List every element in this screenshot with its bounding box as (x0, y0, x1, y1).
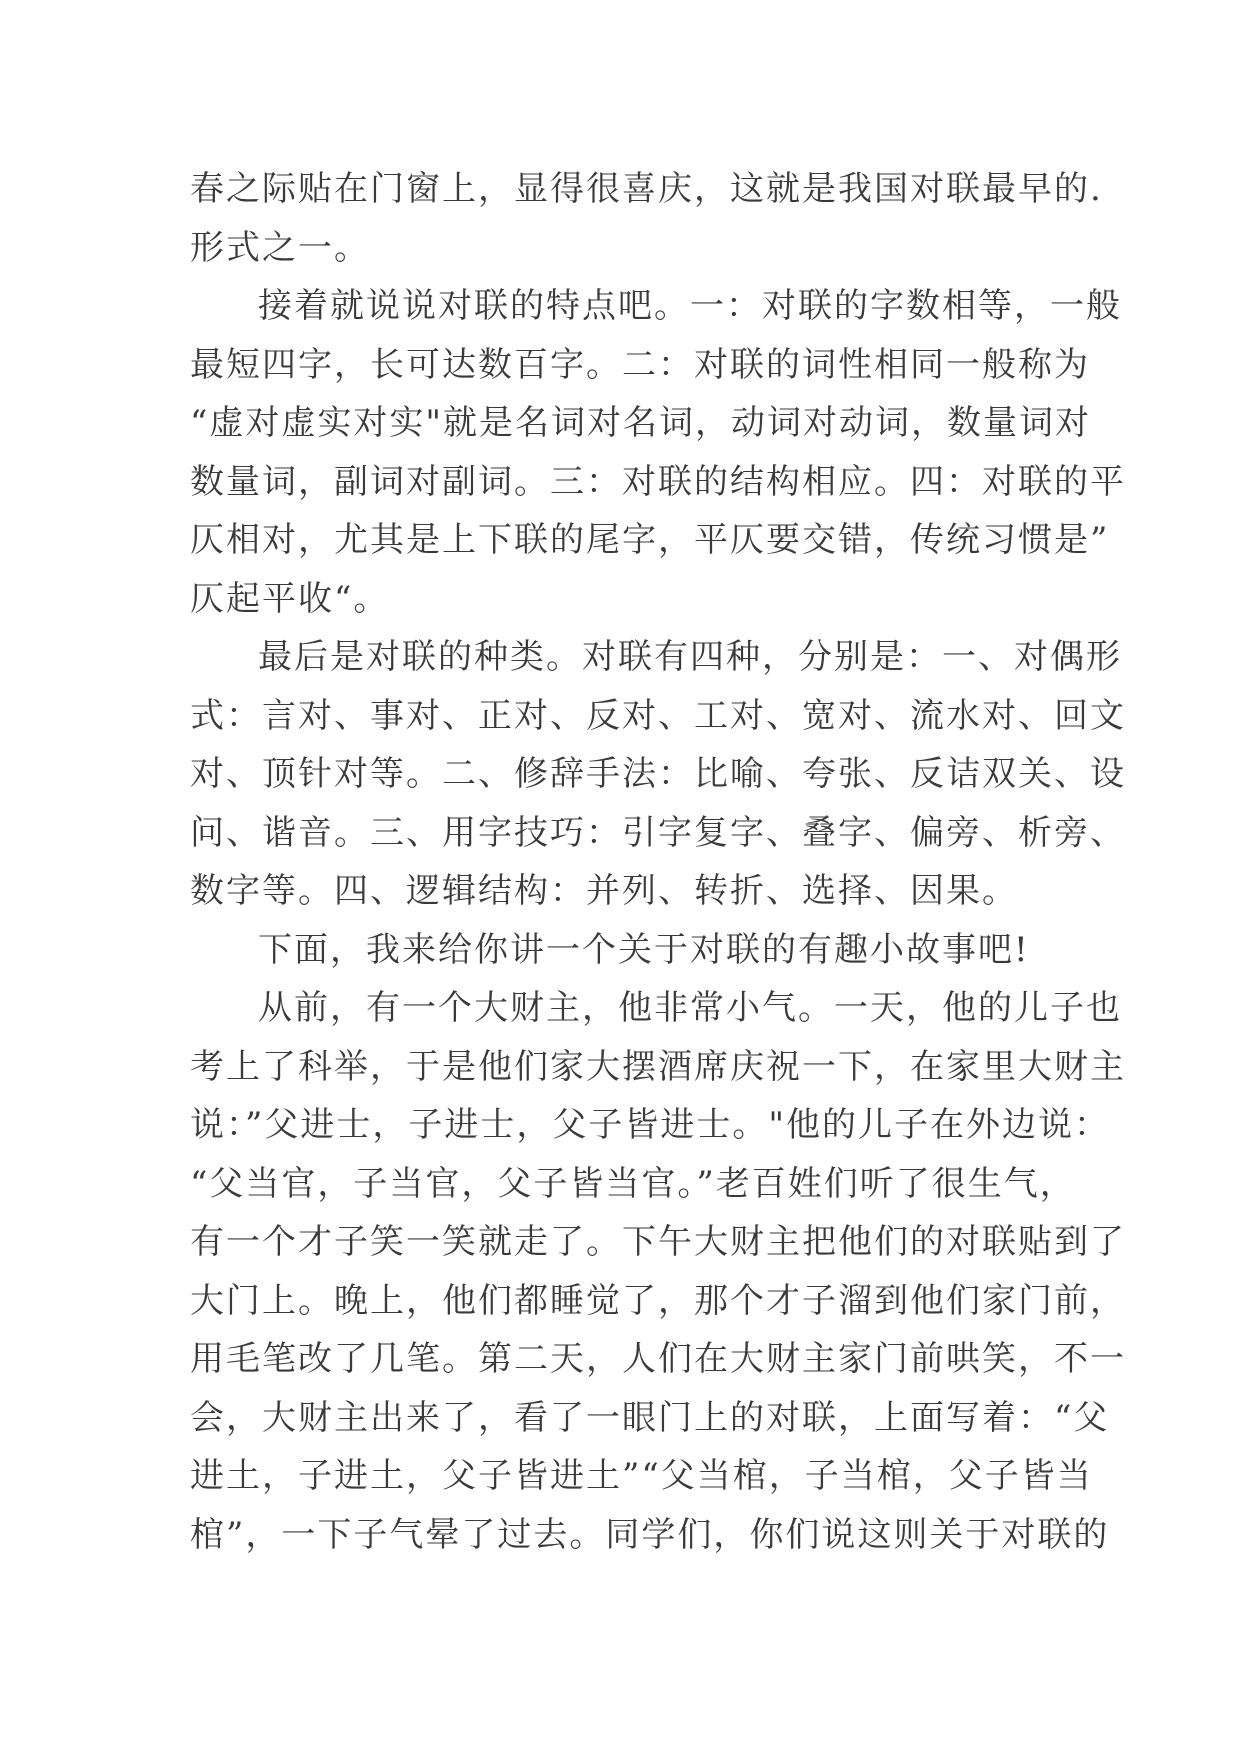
text-line: 对、顶针对等。二、修辞手法：比喻、夸张、反诘双关、设 (190, 754, 1126, 794)
text-line: 大门上。晚上，他们都睡觉了，那个才子溜到他们家门前， (190, 1280, 1126, 1321)
text-line: 用毛笔改了几笔。第二天，人们在大财主家门前哄笑，不一 (190, 1339, 1126, 1379)
text-line: 最短四字，长可达数百字。二：对联的词性相同一般称为 (190, 344, 1090, 385)
paragraph-start-line: 最后是对联的种类。对联有四种，分别是：一、对偶形 (258, 637, 1122, 677)
paragraph-start-line: 接着就说说对联的特点吧。一：对联的字数相等，一般 (258, 286, 1122, 326)
text-line: 形式之一。 (190, 227, 370, 268)
text-line: 进土，子进土，父子皆进土”“父当棺，子当棺，父子皆当 (190, 1456, 1093, 1496)
text-line: 问、谐音。三、用字技巧：引字复字、叠字、偏旁、析旁、 (190, 812, 1126, 853)
text-line: 有一个才子笑一笑就走了。下午大财主把他们的对联贴到了 (190, 1222, 1126, 1262)
paragraph-start-line: 从前，有一个大财主，他非常小气。一天，他的儿子也 (258, 988, 1122, 1028)
text-line: 考上了科举，于是他们家大摆酒席庆祝一下，在家里大财主 (190, 1046, 1126, 1087)
text-line: 说：”父进士，子进士，父子皆进士。"他的儿子在外边说： (190, 1105, 1111, 1145)
text-line: 数字等。四、逻辑结构：并列、转折、选择、因果。 (190, 871, 1018, 911)
text-line: 仄起平收“。 (190, 578, 390, 619)
text-line: 式：言对、事对、正对、反对、工对、宽对、流水对、回文 (190, 695, 1126, 736)
text-line: “父当官，子当官，父子皆当官。”老百姓们听了很生气， (190, 1163, 1076, 1204)
text-line: “虚对虚实对实"就是名词对名词，动词对动词，数量词对 (190, 403, 1092, 443)
text-line: 春之际贴在门窗上，显得很喜庆，这就是我国对联最早的. (190, 169, 1103, 209)
paragraph-start-line: 下面，我来给你讲一个关于对联的有趣小故事吧! (258, 929, 1030, 970)
text-line: 棺”，一下子气晕了过去。同学们，你们说这则关于对联的 (190, 1514, 1110, 1555)
text-line: 会，大财主出来了，看了一眼门上的对联，上面写着：“父 (190, 1397, 1110, 1438)
document-body (190, 160, 1126, 1564)
text-line: 数量词，副词对副词。三：对联的结构相应。四：对联的平 (190, 461, 1126, 502)
text-line: 仄相对，尤其是上下联的尾字，平仄要交错，传统习惯是” (190, 520, 1110, 560)
